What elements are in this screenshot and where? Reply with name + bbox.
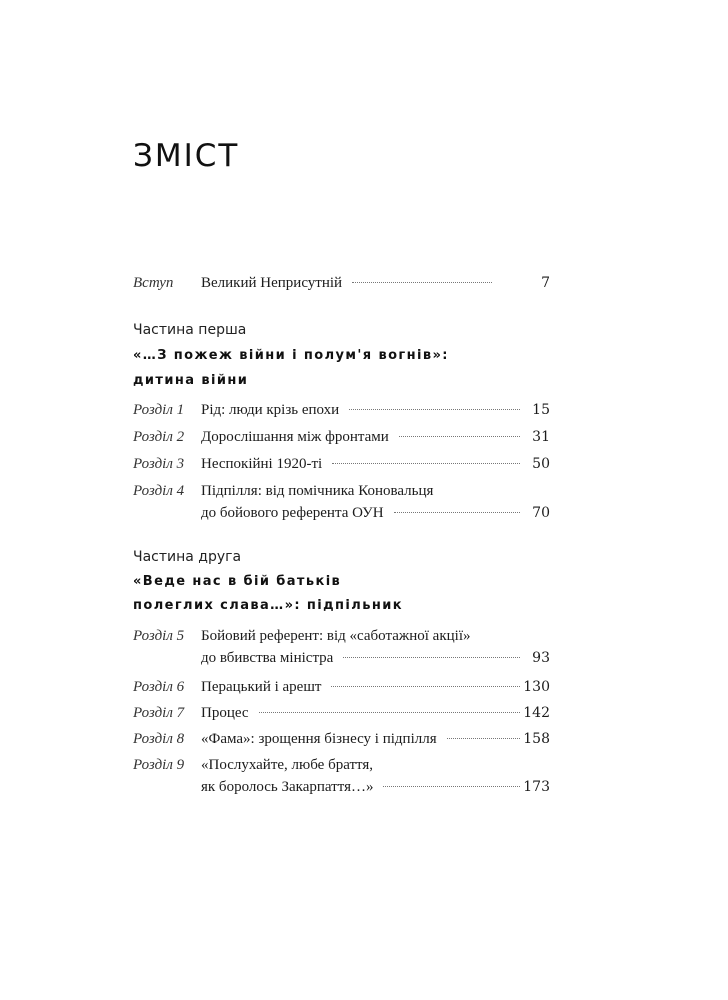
entry-label: Розділ 8 [133, 731, 185, 747]
page-number: 15 [532, 402, 550, 418]
entry-label: Розділ 4 [133, 483, 185, 499]
toc-entry-intro [133, 275, 550, 295]
entry-label: Розділ 1 [133, 402, 185, 418]
dot-leader [343, 657, 520, 658]
page-number: 142 [523, 705, 550, 721]
dot-leader [259, 712, 520, 713]
entry-title: Рід: люди крізь епохи [201, 402, 340, 418]
entry-label: Розділ 7 [133, 705, 185, 721]
dot-leader [331, 686, 520, 687]
part-title-line2: полеглих слава…»: підпільник [133, 598, 403, 613]
entry-title-line1: Підпілля: від помічника Коновальця [201, 483, 434, 499]
entry-title: Процес [201, 705, 249, 721]
entry-title: «Фама»: зрощення бізнесу і підпілля [201, 731, 437, 747]
page-number: 173 [523, 779, 550, 795]
entry-title: Великий Неприсутній [201, 275, 343, 291]
dot-leader [332, 463, 520, 464]
entry-title: Перацький і арешт [201, 679, 322, 695]
entry-label: Розділ 5 [133, 628, 185, 644]
page-number: 31 [532, 429, 550, 445]
page-title: ЗМІСТ [133, 138, 240, 174]
toc-entry-chapter-9 [133, 757, 550, 801]
page-number: 50 [532, 456, 550, 472]
dot-leader [399, 436, 520, 437]
page-number: 93 [532, 650, 550, 666]
dot-leader [349, 409, 520, 410]
entry-label: Розділ 2 [133, 429, 185, 445]
entry-title-line2: як боролось Закарпаття…» [201, 779, 374, 795]
page-number: 7 [541, 275, 550, 291]
dot-leader [447, 738, 520, 739]
entry-title-line2: до бойового референта ОУН [201, 505, 384, 521]
entry-title: Неспокійні 1920-ті [201, 456, 323, 472]
toc-entry-chapter-7 [133, 705, 550, 725]
toc-entry-chapter-4 [133, 483, 550, 527]
part-title-line1: «…З пожеж війни і полум'я вогнів»: [133, 348, 449, 363]
part-label: Частина друга [133, 549, 242, 565]
toc-entry-chapter-6 [133, 679, 550, 699]
entry-label: Розділ 9 [133, 757, 185, 773]
page-number: 70 [532, 505, 550, 521]
entry-title-line2: до вбивства міністра [201, 650, 334, 666]
entry-label: Розділ 6 [133, 679, 185, 695]
dot-leader [394, 512, 520, 513]
dot-leader [383, 786, 520, 787]
toc-entry-chapter-1 [133, 402, 550, 422]
page-number: 158 [523, 731, 550, 747]
dot-leader [352, 282, 492, 283]
page-number: 130 [523, 679, 550, 695]
toc-entry-chapter-5 [133, 628, 550, 672]
entry-title: Дорослішання між фронтами [201, 429, 389, 445]
toc-entry-chapter-8 [133, 731, 550, 751]
entry-label: Вступ [133, 275, 174, 291]
entry-label: Розділ 3 [133, 456, 185, 472]
toc-entry-chapter-2 [133, 429, 550, 449]
entry-title-line1: «Послухайте, любе браття, [201, 757, 374, 773]
part-label: Частина перша [133, 322, 247, 338]
part-title-line1: «Веде нас в бій батьків [133, 574, 342, 589]
entry-title-line1: Бойовий референт: від «саботажної акції» [201, 628, 471, 644]
part-title-line2: дитина війни [133, 373, 249, 388]
toc-entry-chapter-3 [133, 456, 550, 476]
